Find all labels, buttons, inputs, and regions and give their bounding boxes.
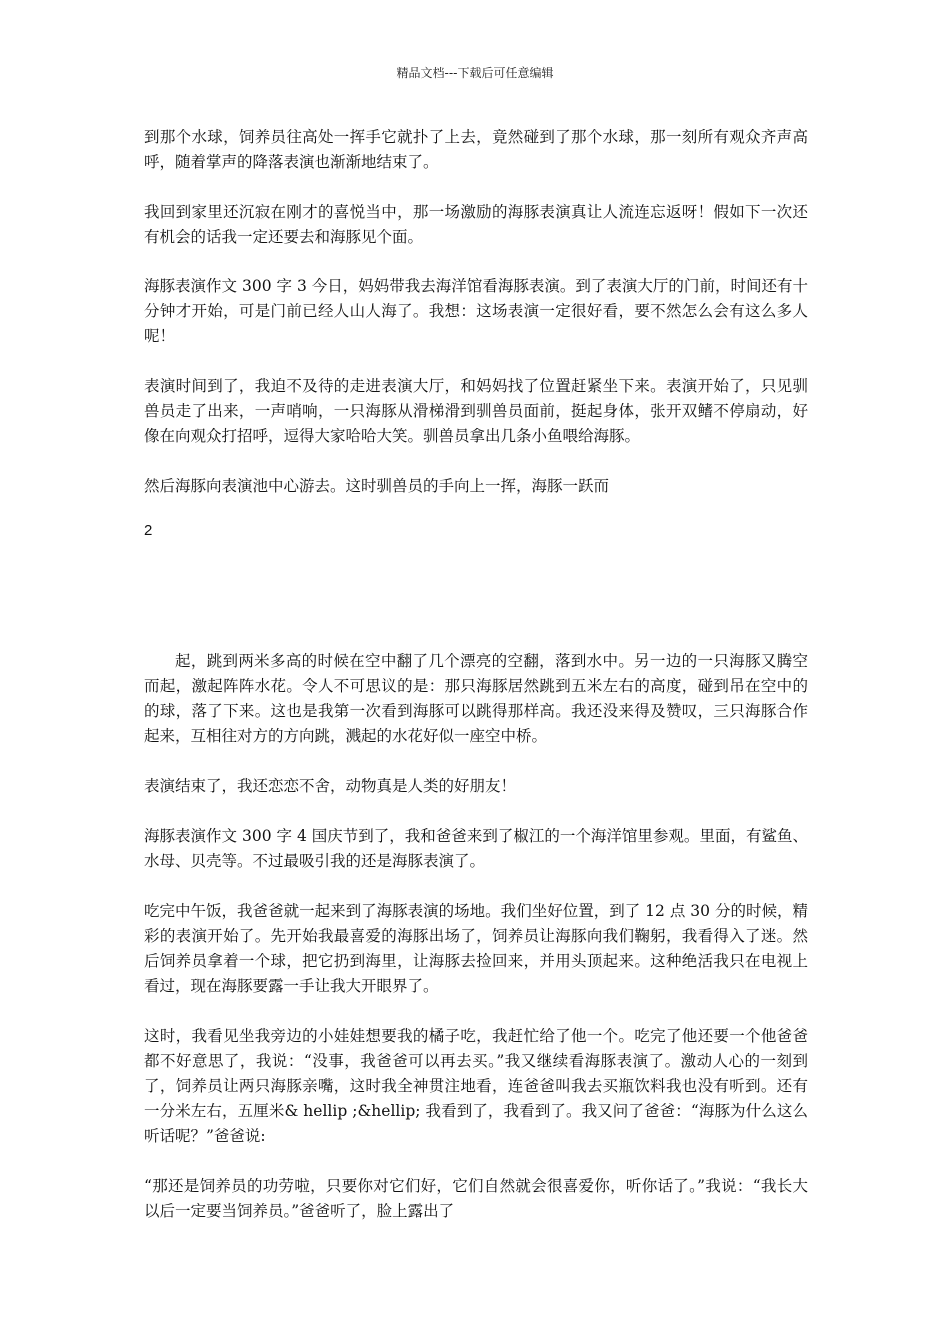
paragraph-1: 到那个水球，饲养员往高处一挥手它就扑了上去，竟然碰到了那个水球，那一刻所有观众齐声高呼，随着掌声的降落表演也渐渐地结束了。	[144, 128, 808, 171]
paragraph-2: 我回到家里还沉寂在刚才的喜悦当中，那一场激励的海豚表演真让人流连忘返呀！假如下一次还有机会的话我一定还要去和海豚见个面。	[144, 203, 808, 246]
paragraph-10: 这时，我看见坐我旁边的小娃娃想要我的橘子吃，我赶忙给了他一个。吃完了他还要一个他爸爸都不好意思了，我说：“没事，我爸爸可以再去买。”我又继续看海豚表演了。激动人心的一刻到了，饲养员让两只海豚亲嘴，这时我全神贯注地看，连爸爸叫我去买瓶饮料我也没有听到。还有一分米左右，五厘米& hellip ;&hellip; 我看到了，我看到了。我又问了爸爸：“海豚为什么这么听话呢？”爸爸说:	[144, 1027, 808, 1145]
paragraph-7: 表演结束了，我还恋恋不舍，动物真是人类的好朋友！	[144, 777, 517, 795]
page-header: 精品文档---下载后可任意编辑	[396, 66, 554, 80]
paragraph-8: 海豚表演作文 300 字 4 国庆节到了，我和爸爸来到了椒江的一个海洋馆里参观。里面，有鲨鱼、水母、贝壳等。不过最吸引我的还是海豚表演了。	[144, 827, 808, 870]
paragraph-4: 表演时间到了，我迫不及待的走进表演大厅，和妈妈找了位置赶紧坐下来。表演开始了，只见驯兽员走了出来，一声哨响，一只海豚从滑梯滑到驯兽员面前，挺起身体，张开双鳍不停扇动，好像在向观众打招呼，逗得大家哈哈大笑。驯兽员拿出几条小鱼喂给海豚。	[144, 377, 808, 445]
paragraph-3: 海豚表演作文 300 字 3 今日，妈妈带我去海洋馆看海豚表演。到了表演大厅的门前，时间还有十分钟才开始，可是门前已经人山人海了。我想：这场表演一定很好看，要不然怎么会有这么多人呢！	[144, 277, 808, 345]
paragraph-9: 吃完中午饭，我爸爸就一起来到了海豚表演的场地。我们坐好位置，到了 12 点 30 分的时候，精彩的表演开始了。先开始我最喜爱的海豚出场了，饲养员让海豚向我们鞠躬，我看得入了迷。然后饲养员拿着一个球，把它扔到海里，让海豚去捡回来，并用头顶起来。这种绝活我只在电视上看过，现在海豚要露一手让我大开眼界了。	[144, 902, 808, 995]
paragraph-11: “那还是饲养员的功劳啦，只要你对它们好，它们自然就会很喜爱你，听你话了。”我说：“我长大以后一定要当饲养员。”爸爸听了，脸上露出了	[144, 1177, 808, 1220]
paragraph-5: 然后海豚向表演池中心游去。这时驯兽员的手向上一挥，海豚一跃而	[144, 477, 610, 495]
page-number: 2	[144, 522, 153, 539]
paragraph-6: 起，跳到两米多高的时候在空中翻了几个漂亮的空翻，落到水中。另一边的一只海豚又腾空而起，激起阵阵水花。令人不可思议的是：那只海豚居然跳到五米左右的高度，碰到吊在空中的的球，落了下来。这也是我第一次看到海豚可以跳得那样高。我还没来得及赞叹，三只海豚合作起来，互相往对方的方向跳，溅起的水花好似一座空中桥。	[144, 652, 808, 745]
